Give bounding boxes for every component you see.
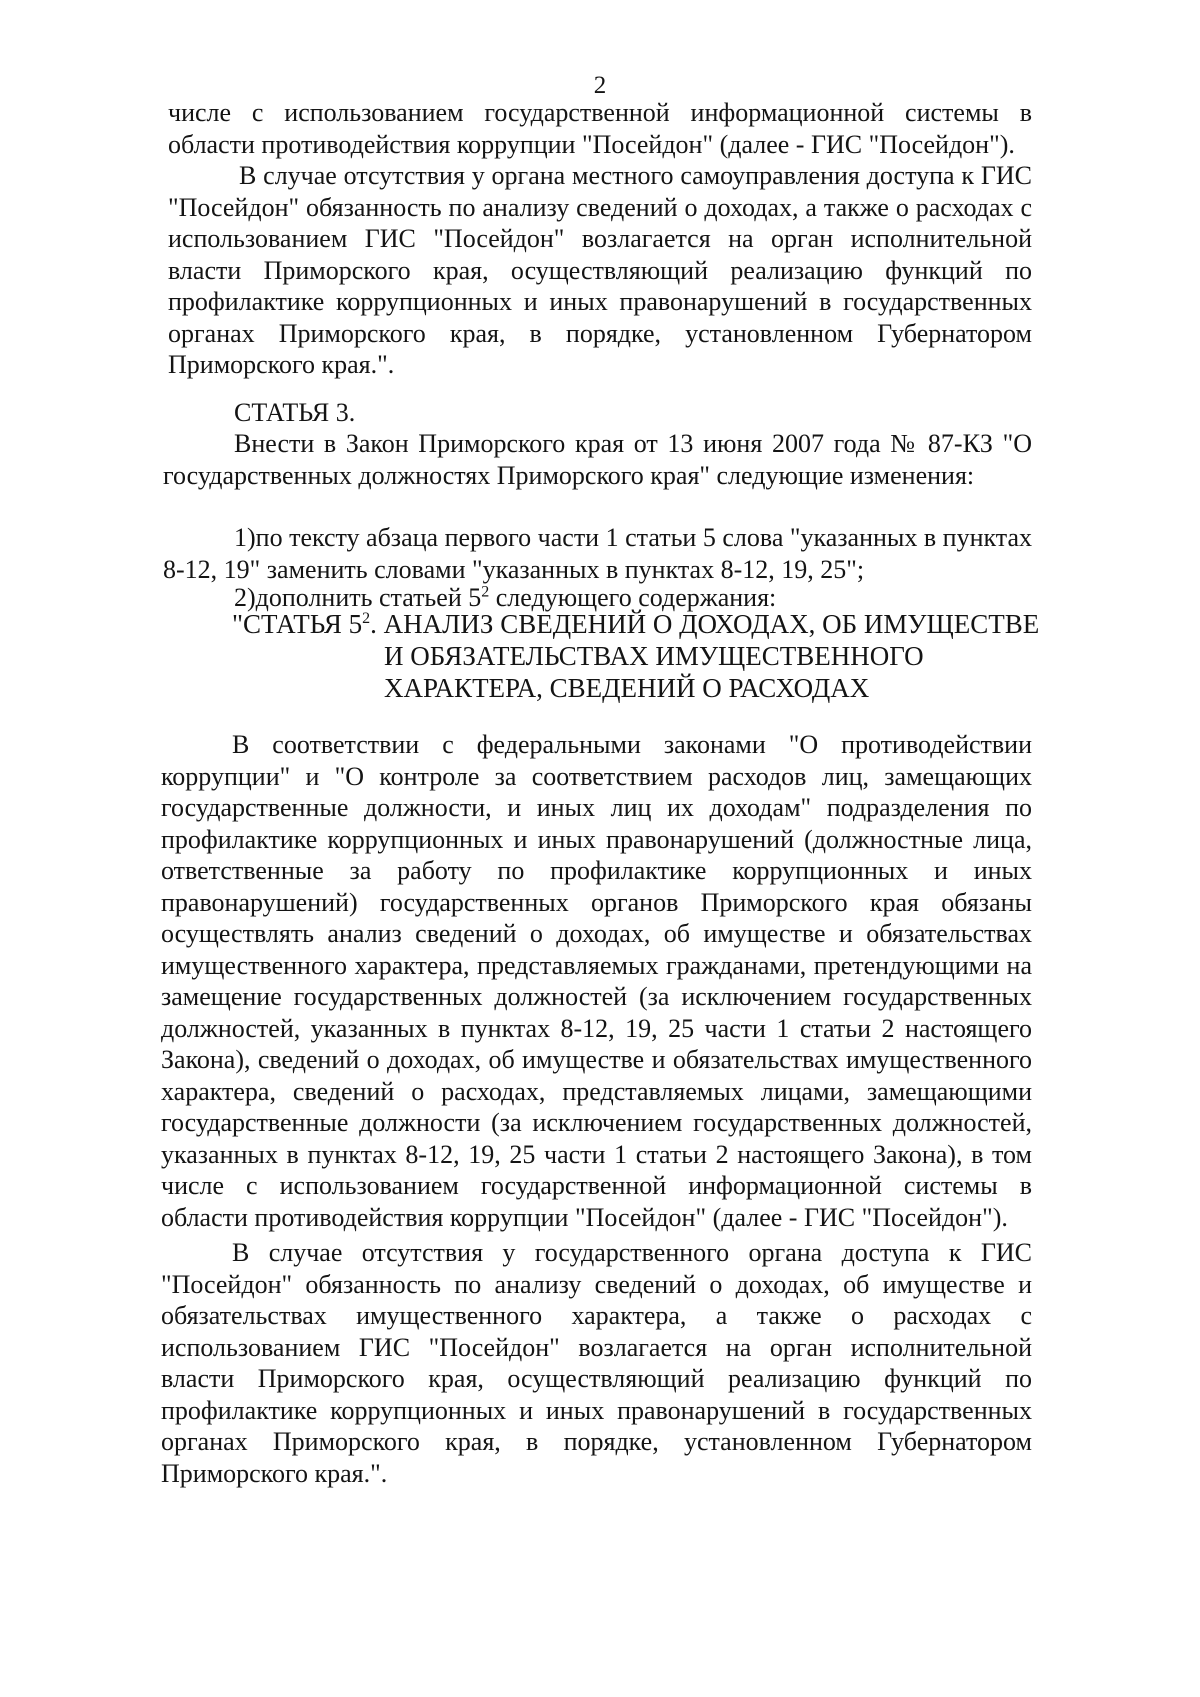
- article-3-heading: СТАТЬЯ 3.: [234, 398, 356, 427]
- paragraph-continuation: числе с использованием государственной информационной системы в области противодействия коррупции "Посейдон" (далее - ГИС "Посейдон").: [168, 98, 1032, 159]
- paragraph-analysis-obligation: В соответствии с федеральными законами "О противодействии коррупции" и "О контроле за соответствием расходов лиц, замещающих государственные должности, и иных лиц их доходам" подразделения по профилактике коррупционных и иных правонарушений (должностные лица, ответственные за работу по профилактике коррупционных и иных правонарушений) государственных органов Приморского края обязаны осуществлять анализ сведений о доходах, об имуществе и обязательствах имущественного характера, представляемых гражданами, претендующими на замещение государственных должностей (за исключением государственных должностей, указанных в пунктах 8-12, 19, 25 части 1 статьи 2 настоящего Закона), сведений о доходах, об имуществе и обязательствах имущественного характера, сведений о расходах, представляемых лицами, замещающими государственные должности (за исключением государственных должностей, указанных в пунктах 8-12, 19, 25 части 1 статьи 2 настоящего Закона), в том числе с использованием государственной информационной системы в области противодействия коррупции "Посейдон" (далее - ГИС "Посейдон").: [161, 730, 1032, 1232]
- new-article-title-line-1: [232, 607, 1039, 641]
- new-article-title-superscript: 2: [362, 610, 371, 627]
- new-article-title-line-2: И ОБЯЗАТЕЛЬСТВАХ ИМУЩЕСТВЕННОГО: [384, 641, 924, 671]
- paragraph-article-3-amendments: Внести в Закон Приморского края от 13 июня 2007 года № 87-КЗ "О государственных должностях Приморского края" следующие изменения:: [163, 429, 1032, 490]
- page-number: 2: [593, 72, 607, 99]
- paragraph-state-body-access: В случае отсутствия у государственного органа доступа к ГИС "Посейдон" обязанность по анализу сведений о доходах, об имуществе и обязательствах имущественного характера, а также о расходах с использованием ГИС "Посейдон" возлагается на орган исполнительной власти Приморского края, осуществляющий реализацию функций по профилактике коррупционных и иных правонарушений в государственных органах Приморского края, в порядке, установленном Губернатором Приморского края.".: [161, 1238, 1032, 1488]
- paragraph-local-government-access: В случае отсутствия у органа местного самоуправления доступа к ГИС "Посейдон" обязанность по анализу сведений о доходах, а также о расходах с использованием ГИС "Посейдон" возлагается на орган исполнительной власти Приморского края, осуществляющий реализацию функций по профилактике коррупционных и иных правонарушений в государственных органах Приморского края, в порядке, установленном Губернатором Приморского края.".: [168, 161, 1032, 379]
- new-article-title-rest: . АНАЛИЗ СВЕДЕНИЙ О ДОХОДАХ, ОБ ИМУЩЕСТВЕ: [370, 609, 1040, 639]
- amendment-item-2-superscript: 2: [481, 583, 490, 601]
- amendment-item-2-text: 2)дополнить статьей 5: [234, 583, 482, 612]
- amendment-item-2-tail: следующего содержания:: [489, 583, 777, 612]
- new-article-title-start: "СТАТЬЯ 5: [232, 609, 363, 639]
- new-article-title-line-3: ХАРАКТЕРА, СВЕДЕНИЙ О РАСХОДАХ: [384, 673, 870, 703]
- amendment-item-1: 1)по тексту абзаца первого части 1 статьи 5 слова "указанных в пунктах 8-12, 19" заменить словами "указанных в пунктах 8-12, 19, 25";: [163, 523, 1032, 584]
